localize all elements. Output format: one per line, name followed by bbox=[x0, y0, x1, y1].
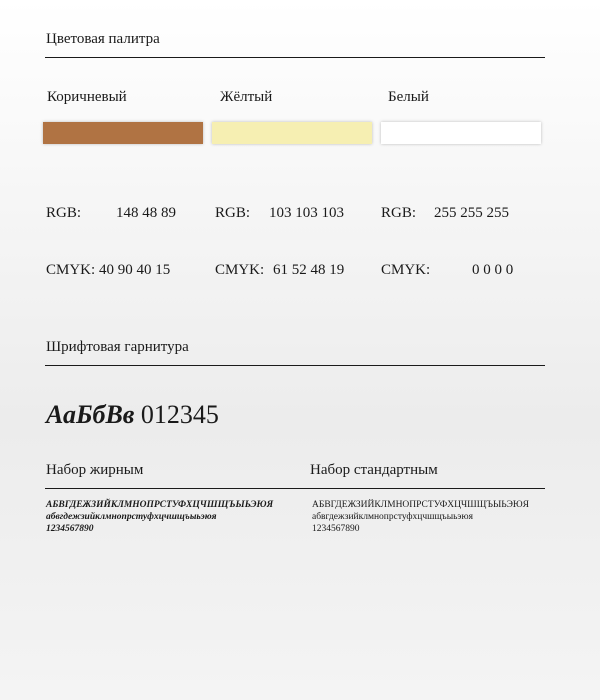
font-sample-bold: АаБбВв bbox=[46, 400, 135, 429]
cmyk-label: CMYK: bbox=[46, 262, 96, 278]
rgb-label: RGB: bbox=[381, 205, 417, 221]
cmyk-label: CMYK: bbox=[215, 262, 265, 278]
typography-divider bbox=[45, 365, 545, 366]
rgb-value: 103 103 103 bbox=[269, 205, 344, 221]
swatch-brown bbox=[43, 122, 203, 144]
bold-charset bbox=[46, 499, 273, 535]
rgb-value: 255 255 255 bbox=[434, 205, 509, 221]
cmyk-value: 0 0 0 0 bbox=[472, 262, 514, 278]
swatch-white bbox=[381, 122, 541, 144]
swatch-yellow bbox=[212, 122, 372, 144]
typography-title: Шрифтовая гарнитура bbox=[46, 339, 189, 355]
regular-lower: абвгдежзийклмнопрстуфхцчшщъыьэюя bbox=[312, 512, 473, 522]
rgb-value: 148 48 89 bbox=[116, 205, 176, 221]
color-values-brown bbox=[46, 166, 176, 299]
rgb-label: RGB: bbox=[215, 205, 251, 221]
cmyk-value: 61 52 48 19 bbox=[273, 262, 345, 278]
color-name-brown: Коричневый bbox=[47, 89, 127, 105]
rgb-label: RGB: bbox=[46, 205, 82, 221]
cmyk-value: 40 90 40 15 bbox=[98, 262, 171, 278]
color-values-white bbox=[381, 166, 513, 299]
color-name-yellow: Жёлтый bbox=[220, 89, 273, 105]
bold-set-title: Набор жирным bbox=[46, 462, 144, 478]
bold-upper: АБВГДЕЖЗИЙКЛМНОПРСТУФХЦЧШЩЪЫЬЭЮЯ bbox=[46, 500, 274, 510]
font-sample bbox=[46, 400, 219, 430]
font-sample-regular: 012345 bbox=[140, 400, 219, 429]
bold-lower: абвгдежзийклмнопрстуфхцчшщъыьэюя bbox=[46, 512, 217, 522]
cmyk-label: CMYK: bbox=[381, 262, 431, 278]
color-name-white: Белый bbox=[388, 89, 429, 105]
palette-divider bbox=[45, 57, 545, 58]
regular-set-title: Набор стандартным bbox=[310, 462, 438, 478]
bold-digits: 1234567890 bbox=[46, 524, 94, 534]
charset-divider bbox=[45, 488, 545, 489]
regular-charset bbox=[312, 499, 529, 535]
color-values-yellow bbox=[215, 166, 344, 299]
regular-digits: 1234567890 bbox=[312, 524, 360, 534]
palette-title: Цветовая палитра bbox=[46, 31, 160, 47]
regular-upper: АБВГДЕЖЗИЙКЛМНОПРСТУФХЦЧШЩЪЫЬЭЮЯ bbox=[312, 500, 529, 510]
